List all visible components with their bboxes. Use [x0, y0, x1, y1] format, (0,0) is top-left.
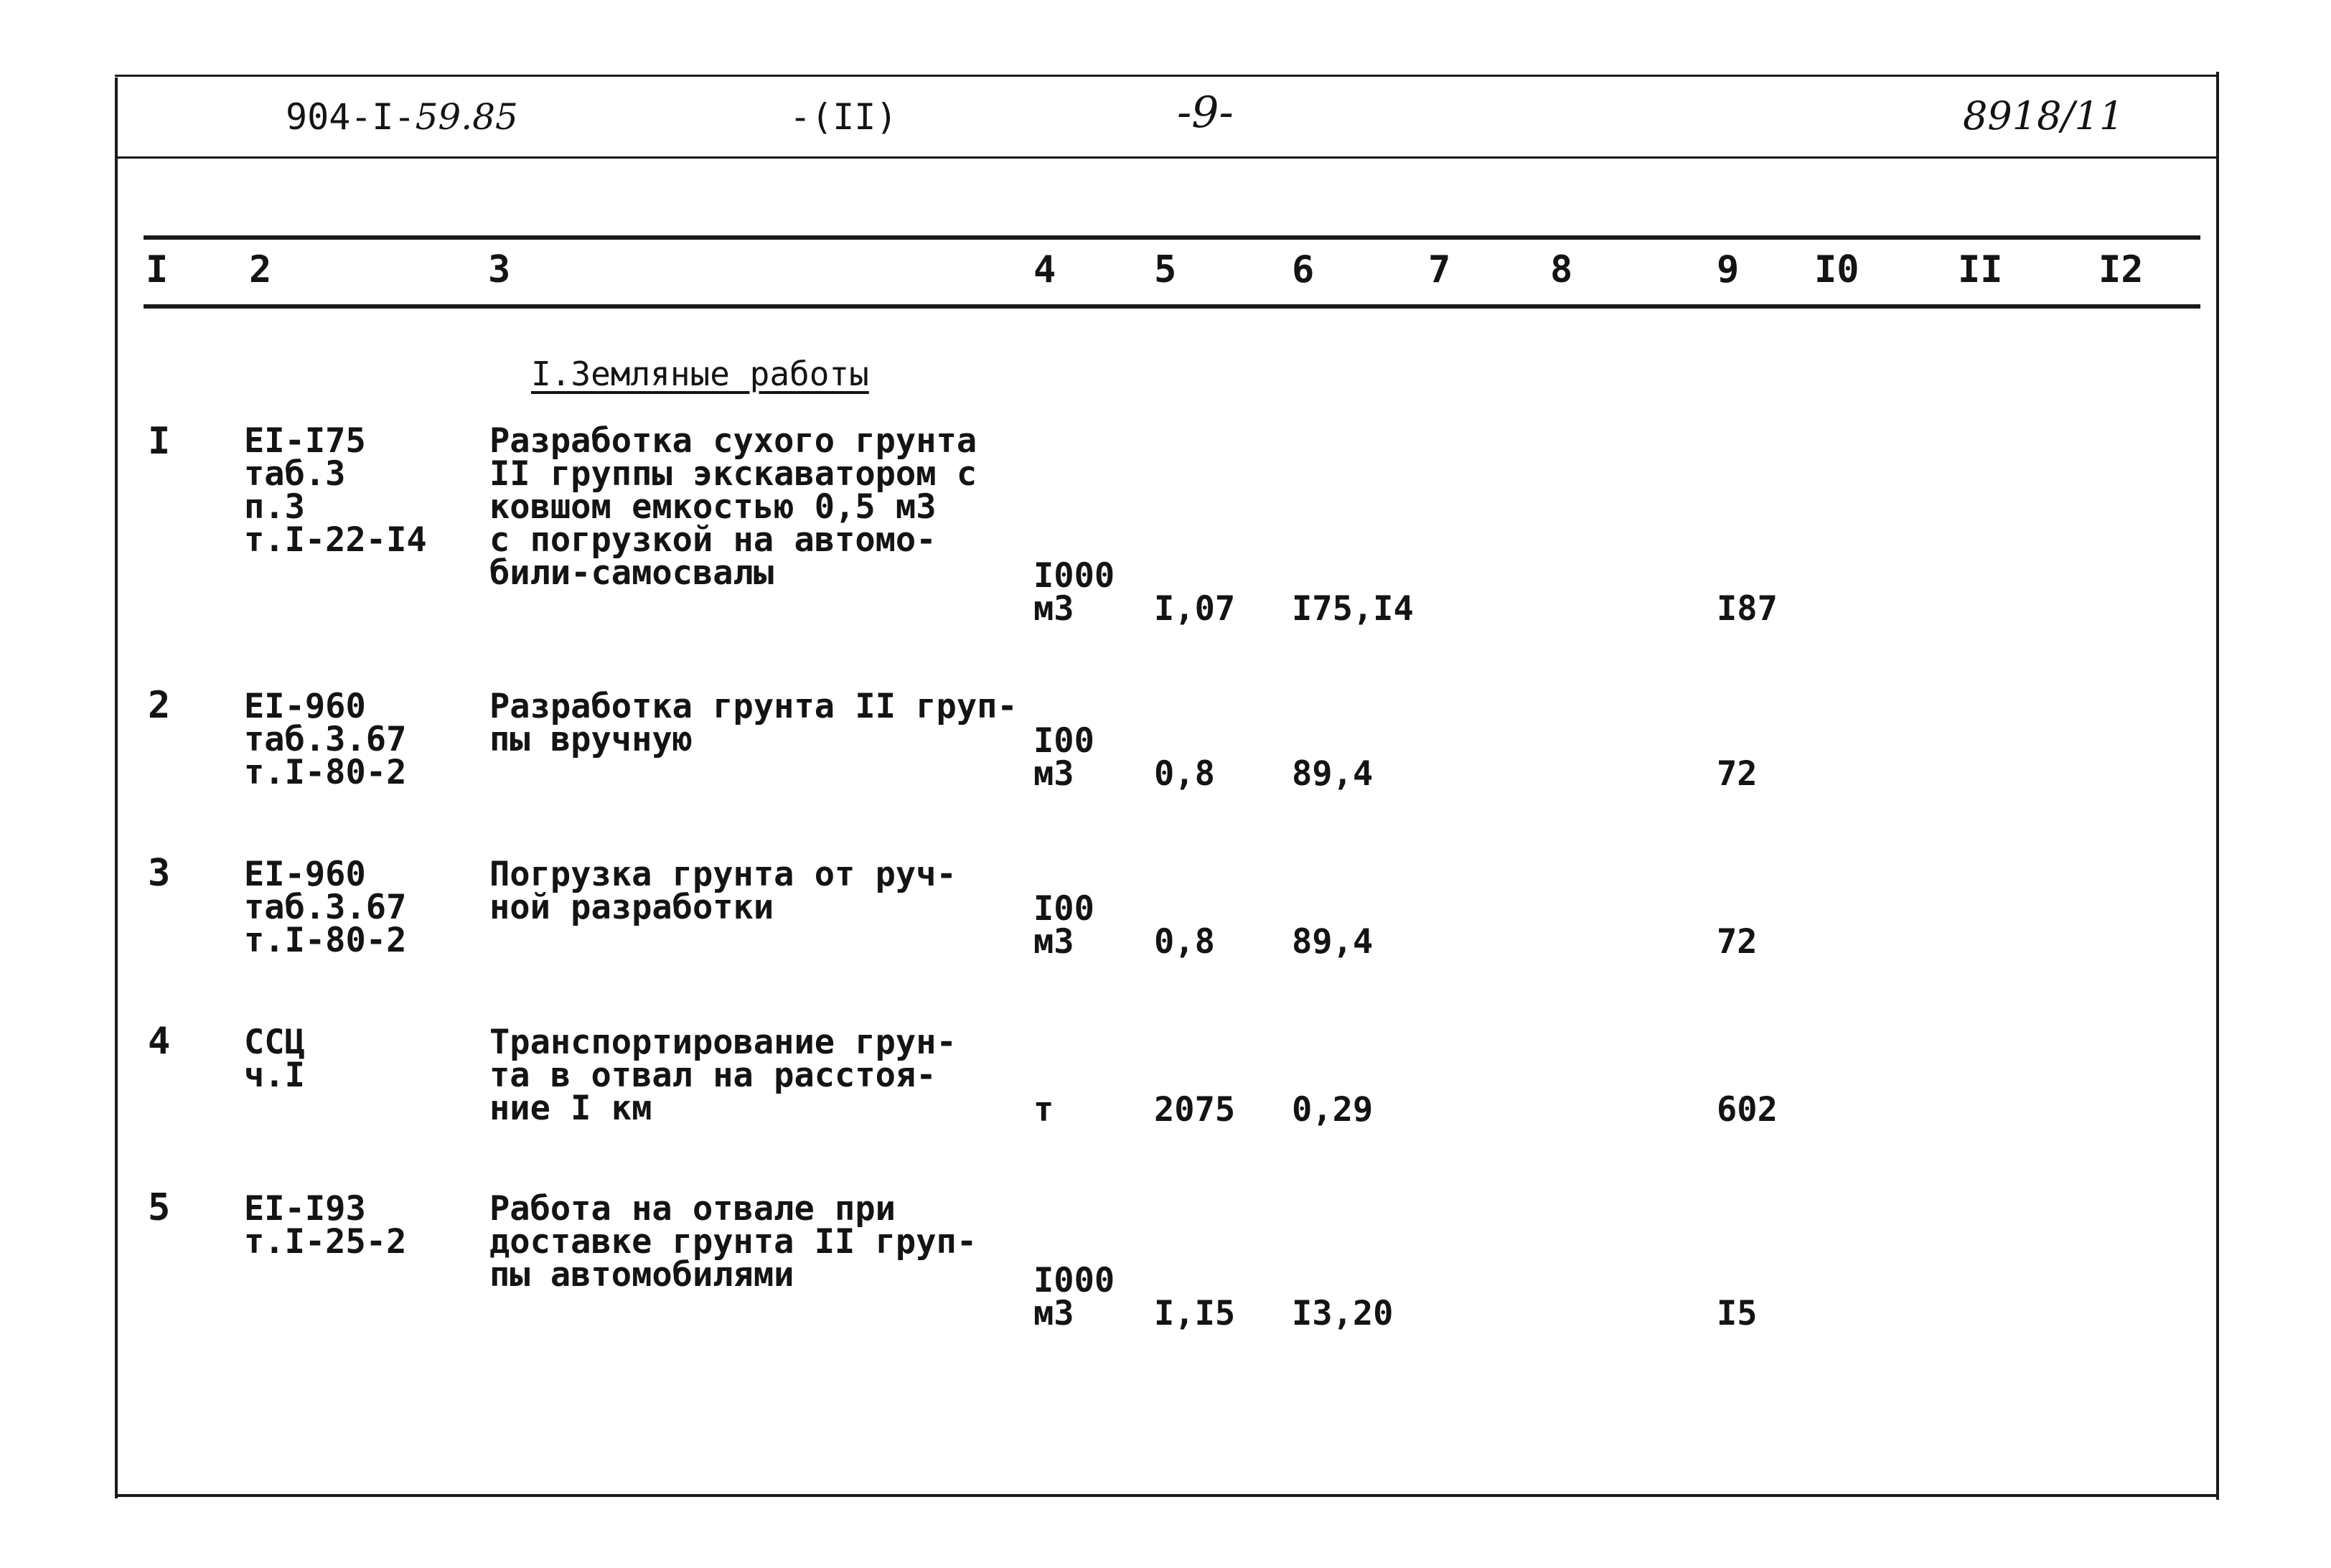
row-unit: [1033, 1090, 1054, 1130]
unit-line: м3: [1033, 922, 1074, 962]
row-number: 3: [148, 852, 171, 895]
frame-top-border: [115, 75, 2218, 77]
description-line: доставке грунта II груп-: [489, 1222, 977, 1262]
column-header: 9: [1717, 248, 1740, 291]
unit-line: т: [1033, 1090, 1054, 1130]
code-line: п.3: [244, 487, 305, 527]
code-line: EI-960: [244, 855, 366, 894]
description-line: Погрузка грунта от руч-: [489, 855, 957, 894]
row-total: I87: [1717, 589, 1778, 629]
unit-line: I00: [1033, 721, 1094, 761]
row-number: 4: [148, 1020, 171, 1063]
description-line: пы вручную: [489, 720, 693, 759]
row-number: 5: [148, 1186, 171, 1229]
unit-line: м3: [1033, 589, 1074, 629]
code-line: т.I-80-2: [244, 753, 407, 792]
unit-line: I000: [1033, 556, 1115, 596]
column-header: 7: [1428, 248, 1451, 291]
description-line: та в отвал на расстоя-: [489, 1056, 937, 1095]
document-code: [286, 96, 518, 138]
code-line: т.I-25-2: [244, 1222, 407, 1262]
row-code: [244, 1189, 407, 1262]
table-head-top-rule: [144, 235, 2200, 240]
row-quantity: I,I5: [1154, 1294, 1236, 1333]
column-header: I: [146, 248, 169, 291]
code-line: EI-960: [244, 687, 366, 726]
column-header: 4: [1033, 248, 1056, 291]
row-unit: [1033, 1261, 1115, 1333]
description-line: с погрузкой на автомо-: [489, 520, 937, 560]
column-header: 8: [1550, 248, 1573, 291]
code-line: таб.3.67: [244, 888, 407, 927]
row-unit-price: I3,20: [1292, 1294, 1394, 1333]
row-code: [244, 687, 407, 792]
code-line: т.I-80-2: [244, 921, 407, 960]
column-header: I2: [2098, 248, 2144, 291]
row-code: [244, 421, 427, 560]
unit-line: I000: [1033, 1261, 1115, 1300]
code-line: таб.3: [244, 454, 346, 494]
description-line: били-самосвалы: [489, 553, 774, 593]
row-unit: [1033, 889, 1094, 962]
row-quantity: 2075: [1154, 1090, 1236, 1130]
code-line: таб.3.67: [244, 720, 407, 759]
code-line: ч.I: [244, 1056, 305, 1095]
frame-bottom-border: [115, 1494, 2218, 1497]
frame-right-border: [2216, 72, 2219, 1500]
description-line: II группы экскаватором с: [489, 454, 977, 494]
column-header: II: [1958, 248, 2003, 291]
column-header: 2: [249, 248, 272, 291]
row-total: I5: [1717, 1294, 1758, 1333]
header-divider: [118, 156, 2216, 159]
document-part: -(II): [789, 96, 898, 138]
code-line: ССЦ: [244, 1023, 305, 1062]
column-header: 3: [488, 248, 511, 291]
column-header: 6: [1292, 248, 1315, 291]
row-unit-price: 89,4: [1292, 754, 1374, 794]
row-description: [489, 421, 977, 593]
column-header: 5: [1154, 248, 1177, 291]
row-quantity: 0,8: [1154, 754, 1215, 794]
description-line: ковшом емкостью 0,5 м3: [489, 487, 937, 527]
row-unit-price: 0,29: [1292, 1090, 1374, 1130]
row-code: [244, 1023, 305, 1095]
row-description: [489, 687, 1018, 759]
row-quantity: I,07: [1154, 589, 1236, 629]
row-description: [489, 1189, 977, 1295]
description-line: ной разработки: [489, 888, 774, 927]
row-description: [489, 1023, 957, 1128]
frame-left-border: [115, 78, 118, 1498]
column-header: I0: [1814, 248, 1859, 291]
row-code: [244, 855, 407, 960]
row-quantity: 0,8: [1154, 922, 1215, 962]
row-total: 72: [1717, 754, 1758, 794]
row-description: [489, 855, 957, 927]
description-line: Транспортирование грун-: [489, 1023, 957, 1062]
row-unit-price: I75,I4: [1292, 589, 1414, 629]
code-line: EI-I93: [244, 1189, 366, 1229]
unit-line: I00: [1033, 889, 1094, 929]
document-number: 8918/11: [1963, 93, 2124, 139]
description-line: Разработка грунта II груп-: [489, 687, 1018, 726]
table-head-bottom-rule: [144, 304, 2200, 309]
row-unit: [1033, 721, 1094, 794]
description-line: пы автомобилями: [489, 1255, 794, 1295]
row-unit: [1033, 556, 1115, 629]
description-line: Разработка сухого грунта: [489, 421, 977, 461]
document-code-printed: 904-I-: [286, 96, 416, 138]
document-code-handwritten: 59.85: [415, 96, 518, 138]
page-number: -9-: [1177, 88, 1234, 138]
unit-line: м3: [1033, 754, 1074, 794]
description-line: Работа на отвале при: [489, 1189, 896, 1229]
row-number: I: [148, 420, 171, 463]
description-line: ние I км: [489, 1089, 652, 1128]
unit-line: м3: [1033, 1294, 1074, 1333]
row-number: 2: [148, 684, 171, 727]
code-line: EI-I75: [244, 421, 366, 461]
section-title: I.Земляные работы: [531, 355, 869, 393]
row-unit-price: 89,4: [1292, 922, 1374, 962]
code-line: т.I-22-I4: [244, 520, 427, 560]
row-total: 602: [1717, 1090, 1778, 1130]
row-total: 72: [1717, 922, 1758, 962]
